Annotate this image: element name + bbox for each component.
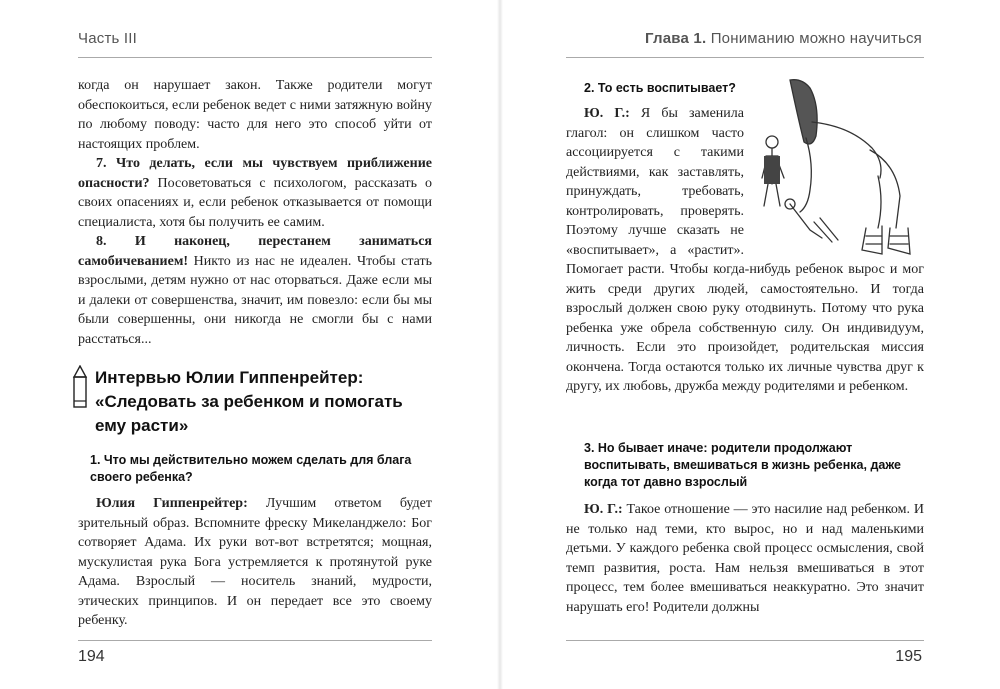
item-8-heading: 8. И наконец, перестанем заниматься самобичеванием!	[78, 234, 432, 269]
paragraph-continuation: когда он нарушает закон. Также родители могут обеспокоиться, если ребенок ведет с ними затяжную войну по любому поводу: часто для него это способ уйти от настоящих проблем.	[78, 78, 432, 152]
question-1-heading: 1. Что мы действительно можем сделать для блага своего ребенка?	[90, 453, 412, 484]
list-item-7	[78, 154, 432, 232]
running-head-left: Часть III	[78, 30, 137, 47]
illustration-float-spacer	[744, 104, 924, 260]
chapter-title: Пониманию можно научиться	[706, 30, 922, 47]
footer-rule-left	[78, 640, 432, 641]
pencil-icon	[72, 365, 88, 411]
item-7-text: Посоветоваться с психологом, рассказать о своих опасениях и, если ребенок отказывается от помощи специалиста, хотя бы получить ее самим.	[78, 175, 432, 230]
page-number-right: 195	[895, 648, 922, 665]
answer-1-speaker: Юлия Гиппенрейтер:	[96, 496, 248, 511]
item-8-text: Никто из нас не идеален. Чтобы стать взрослыми, детям нужно от нас оторваться. Даже если мы и далеки от совершенства, значит, им повезло: если бы мы были совершенны, они никогда не смогли бы с нами расстаться...	[78, 253, 432, 347]
answer-3-speaker: Ю. Г.:	[584, 502, 623, 517]
answer-1-text: Лучшим ответом будет зрительный образ. Вспомните фреску Микеланджело: Бог сотворяет Адама. Их руки вот-вот встретятся; мощная, мускулистая рука Бога устремляется к протянутой руке Адама. Взрослый — носитель знаний, мудрости, этических принципов. И он передает все это своему ребенку.	[78, 496, 432, 628]
header-rule-right	[566, 57, 924, 58]
question-2-heading: 2. То есть воспитывает?	[584, 81, 736, 95]
answer-2	[566, 104, 924, 397]
answer-3-text: Такое отношение — это насилие над ребенком. И не только над теми, кто вырос, но и над маленькими детьми. У каждого ребенка свой процесс осмысления, свой темп развития, роста. Нам нельзя вмешиваться в этот процесс, тем более вмешиваться неаккуратно. Это значит нарушать его! Родители должны	[566, 502, 924, 615]
interview-title-line-1: Интервью Юлии Гиппенрейтер:	[95, 368, 364, 387]
page-number-left: 194	[78, 648, 105, 665]
item-7-heading: 7. Что делать, если мы чувствуем приближение опасности?	[78, 156, 432, 191]
interview-title-line-2: «Следовать за ребенком и помогать ему расти»	[95, 392, 403, 435]
chapter-label: Глава 1.	[645, 30, 707, 47]
body-text-left-top	[78, 76, 432, 349]
header-rule-left	[78, 57, 432, 58]
question-3-heading: 3. Но бывает иначе: родители продолжают воспитывать, вмешиваться в жизнь ребенка, даже когда тот давно взрослый	[584, 441, 901, 489]
interview-title	[95, 366, 435, 438]
answer-2-text: Я бы заменила глагол: он слишком часто ассоциируется с такими действиями, как заставлять, принуждать, требовать, контролировать, проверять. Поэтому лучше сказать не «воспитывает», а «растит». Помогает расти. Чтобы когда-нибудь ребенок вырос и мог жить среди других людей, самостоятельно. И тогда взрослый должен свою руку отодвинуть. Потому что рука ребенка уже обрела собственную силу. Он индивидуум, личность. Если это произойдет, родительская миссия окончена. Тогда остаются только их личные чувства друг к другу, их любовь, дружба между родителями и ребенком.	[566, 106, 924, 394]
running-head-right	[645, 30, 922, 47]
list-item-8	[78, 232, 432, 349]
footer-rule-right	[566, 640, 924, 641]
answer-1	[78, 494, 432, 631]
answer-2-speaker-inline: Ю. Г.:	[584, 106, 630, 121]
right-page	[500, 0, 1000, 689]
answer-3	[566, 500, 924, 617]
